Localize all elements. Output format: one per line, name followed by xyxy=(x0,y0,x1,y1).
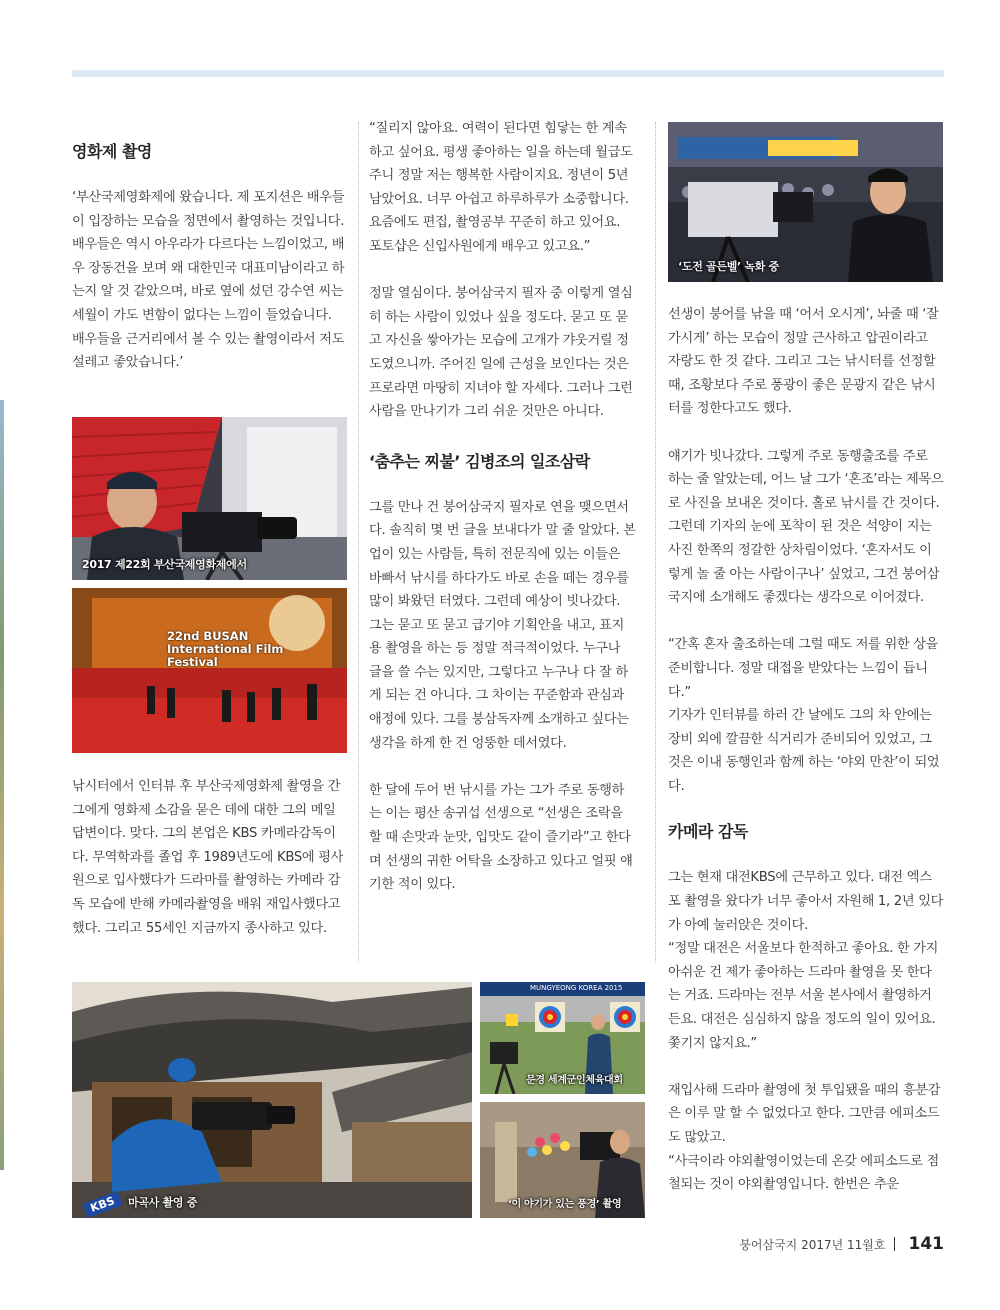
photo-golden-bell-studio xyxy=(668,122,943,282)
paragraph-drama-excitement: 재입사해 드라마 촬영에 첫 투입됐을 때의 흥분감은 이루 말 할 수 없었다고 한다. 그만큼 에피소드도 많았고. xyxy=(668,1082,941,1145)
page-footer xyxy=(739,1234,944,1254)
section-heading-camera-director: 카메라 감독 xyxy=(668,822,748,842)
section-heading-film-festival: 영화제 촬영 xyxy=(72,142,152,161)
photo-magoksa-temple xyxy=(72,982,472,1218)
header-rule xyxy=(72,70,944,77)
biff-sign-text: 22nd BUSAN International Film Festival xyxy=(167,629,284,669)
caption-story: ‘이 야기가 있는 풍경’ 촬영 xyxy=(508,1199,622,1210)
left-edge-photo-strip xyxy=(0,400,4,1170)
quote-period-drama: “사극이라 야외촬영이었는데 온갖 에피소드로 점철되는 것이 야외촬영입니다. 한번은 추운 xyxy=(668,1153,939,1193)
column-divider-2 xyxy=(655,122,656,962)
column-2 xyxy=(369,117,636,897)
paragraph-daejeon-kbs: 그는 현재 대전KBS에 근무하고 있다. 대전 엑스포 촬영을 왔다가 너무 좋아서 자원해 1, 2년 있다가 아예 눌러앉은 것이다. xyxy=(668,870,944,933)
paragraph-dedication: 정말 열심이다. 붕어삼국지 필자 중 이렇게 열심히 하는 사람이 있었나 싶을 정도다. 묻고 또 묻고 자신을 쌓아가는 모습에 고개가 갸웃거릴 정도였으니까. 주어진 일에 근성을 보인다는 것은 프로라면 마땅히 지녀야 할 자세다. 그러나 그런 사람을 만나기가 그리 쉬운 것만은 아니다. xyxy=(369,286,633,420)
paragraph-meeting: 그를 만나 건 붕어삼국지 필자로 연을 맺으면서다. 솔직히 몇 번 글을 보내다가 말 줄 알았다. 본업이 있는 사람들, 특히 전문직에 있는 이들은 바빠서 낚시를 하다가도 바로 손을 떼는 경우를 많이 봐왔던 터였다. 그런데 예상이 빗나갔다. 그는 묻고 또 묻고 급기야 기획안을 내고, 표지용 촬영을 하는 등 정말 적극적이었다. 누구나 글을 쓸 수는 있지만, 그렇다고 누구나 다 잘 하게 되는 건 아니다. 그 차이는 꾸준함과 관심과 애정에 있다. 그를 붕삼독자께 소개하고 싶다는 생각을 하게 한 건 엉뚱한 데서였다. xyxy=(369,499,636,751)
photo-busan-cameraman xyxy=(72,417,347,580)
quote-solo-table: “간혹 혼자 출조하는데 그럴 때도 저를 위한 상을 준비합니다. 정말 대접을 받았다는 느낌이 듭니다.” xyxy=(668,637,939,700)
caption-golden-bell: ‘도전 골든벨’ 녹화 중 xyxy=(678,260,779,273)
photo-archery-games xyxy=(480,982,645,1094)
photo-biff-entrance xyxy=(72,588,347,753)
column-1-bottom xyxy=(72,775,348,940)
quote-passion: “질리지 않아요. 여력이 된다면 힘닿는 한 계속하고 싶어요. 평생 좋아하는 일을 하는데 월급도 주니 정말 저는 행복한 사람이지요. 정년이 5년 남았어요. 너무 아쉽고 하루하루가 소중합니다. 요즘에도 편집, 촬영공부 꾸준히 하고 있어요. 포토샵은 신입사원에게 배우고 있고요.” xyxy=(369,121,633,254)
caption-archery: 문경 세계군인체육대회 xyxy=(526,1075,623,1086)
column-3 xyxy=(668,303,944,1197)
caption-magoksa: 마곡사 촬영 중 xyxy=(128,1196,198,1209)
kbs-logo: KBS xyxy=(83,1191,123,1218)
archery-banner-text: MUNGYEONG KOREA 2015 xyxy=(530,984,623,992)
quote-daejeon: “정말 대전은 서울보다 한적하고 좋아요. 한 가지 아쉬운 건 제가 좋아하는 드라마 촬영을 못 한다는 거죠. 드라마는 전부 서울 본사에서 촬영하거든요. 대전은 심심하지 않을 정도의 일이 있어요. 쫓기지 않지요.” xyxy=(668,941,939,1051)
paragraph-solo-fishing: 얘기가 빗나갔다. 그렇게 주로 동행출조를 주로 하는 줄 알았는데, 어느 날 그가 ‘혼조’라는 제목으로 사진을 보내온 것이다. 홀로 낚시를 간 것이다. 그런데 기자의 눈에 포착이 된 것은 석양이 지는 사진 한쪽의 정갈한 상차림이었다. ‘혼자서도 이렇게 놀 줄 아는 사람이구나’ 싶었고, 그건 붕어삼국지에 소개해도 좋겠다는 생각으로 이어졌다. xyxy=(668,448,944,606)
photo-story-landscape xyxy=(480,1102,645,1218)
page-number: 141 xyxy=(908,1234,944,1254)
quote-film-festival: ‘부산국제영화제에 왔습니다. 제 포지션은 배우들이 입장하는 모습을 정면에서 촬영하는 것입니다. 배우들은 역시 아우라가 다르다는 느낌이었고, 배우 장동건을 보며 왜 대한민국 대표미남이라고 하는지 알 것 같았으며, 바로 옆에 섰던 강수연 씨는 세월이 가도 변함이 없다는 느낌이 들었습니다. 배우들을 근거리에서 볼 수 있는 촬영이라서 저도 설레고 좋았습니다.’ xyxy=(72,190,345,371)
section-heading-dancing-float: ‘춤추는 찌불’ 김병조의 일조삼락 xyxy=(369,451,590,471)
column-divider-1 xyxy=(358,122,359,962)
column-1-top xyxy=(72,140,348,375)
caption-busan: 2017 제22회 부산국제영화제에서 xyxy=(82,558,247,571)
paragraph-outdoor-dinner: 기자가 인터뷰를 하러 간 날에도 그의 차 안에는 장비 외에 깔끔한 식거리가 준비되어 있었고, 그것은 이내 동행인과 함께 하는 ‘야외 만찬’이 되었다. xyxy=(668,708,940,794)
footer-separator xyxy=(894,1237,895,1251)
paragraph-companion: 한 달에 두어 번 낚시를 가는 그가 주로 동행하는 이는 평산 송귀섭 선생으로 “선생은 조락을 할 때 손맛과 눈맛, 입맛도 같이 즐기라”고 한다며 선생의 귀한 어탁을 소장하고 있다고 얼핏 얘기한 적이 있다. xyxy=(369,782,633,893)
magazine-issue: 붕어삼국지 2017년 11월호 xyxy=(739,1238,886,1252)
paragraph-fishing-manners: 선생이 붕어를 낚을 때 ‘어서 오시게’, 놔줄 때 ‘잘 가시게’ 하는 모습이 정말 근사하고 압권이라고 자랑도 한 것 같다. 그리고 그는 낚시터를 선정할 때, 조황보다 주로 풍광이 좋은 문광지 같은 낚시터를 정한다고도 했다. xyxy=(668,307,939,417)
paragraph-kbs-career: 낚시터에서 인터뷰 후 부산국제영화제 촬영을 간 그에게 영화제 소감을 묻은 데에 대한 그의 메일답변이다. 맞다. 그의 본업은 KBS 카메라감독이다. 무역학과를 졸업 후 1989년도에 KBS에 평사원으로 입사했다가 드라마를 촬영하는 카메라 감독 모습에 반해 카메라촬영을 배워 재입사했다고 했다. 그리고 55세인 지금까지 종사하고 있다. xyxy=(72,779,344,936)
